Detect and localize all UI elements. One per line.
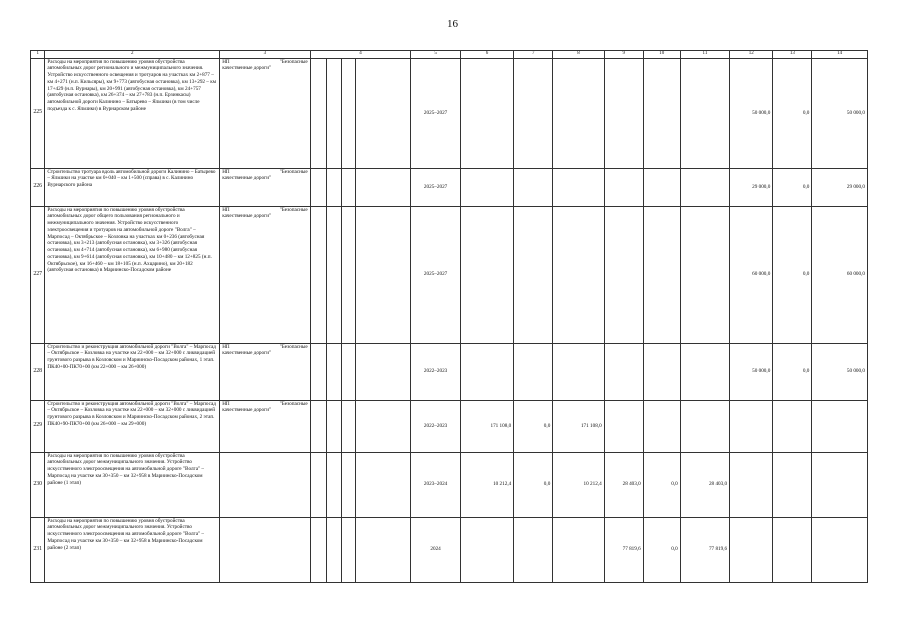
executor-cell xyxy=(220,343,310,400)
executor-project-start: "Безопасные xyxy=(279,206,308,213)
value-col-8: 171 108,0 xyxy=(553,400,604,452)
executor-cell xyxy=(220,58,310,168)
value-col-9 xyxy=(604,400,643,452)
value-col-13: 0,0 xyxy=(773,168,812,206)
executor-abbrev: НП xyxy=(222,168,230,175)
value-col-9 xyxy=(604,58,643,168)
value-col-14: 60 000,0 xyxy=(812,206,868,343)
value-col-6 xyxy=(460,168,513,206)
col-head-11: 11 xyxy=(680,51,729,59)
spacer-cell xyxy=(310,206,326,343)
executor-project-rest: качественные дороги" xyxy=(222,407,272,414)
executor-project-start: "Безопасные xyxy=(279,168,308,175)
executor-project-rest: качественные дороги" xyxy=(222,65,272,72)
value-col-7 xyxy=(514,517,553,582)
table-row xyxy=(31,400,868,452)
value-col-6 xyxy=(460,58,513,168)
measure-description: Строительство тротуара вдоль автомобильной дороги Калинино – Батырево – Яльчики на участке км 0+040 – км 1+500 (справа) в с. Калинино Вурнарского района xyxy=(45,168,220,206)
spacer-cell xyxy=(310,400,326,452)
spacer-cell xyxy=(341,206,355,343)
value-col-9 xyxy=(604,168,643,206)
implementation-period: 2025–2027 xyxy=(411,206,460,343)
row-number: 231 xyxy=(31,517,45,582)
spacer-cell xyxy=(355,58,411,168)
value-col-11 xyxy=(680,168,729,206)
value-col-6 xyxy=(460,517,513,582)
value-col-7 xyxy=(514,206,553,343)
value-col-8 xyxy=(553,343,604,400)
spacer-cell xyxy=(327,168,341,206)
value-col-10: 0,0 xyxy=(643,517,680,582)
value-col-9 xyxy=(604,206,643,343)
spacer-cell xyxy=(327,400,341,452)
spacer-cell xyxy=(355,168,411,206)
value-col-12 xyxy=(730,452,773,517)
value-col-14: 29 000,0 xyxy=(812,168,868,206)
col-head-7: 7 xyxy=(514,51,553,59)
executor-cell xyxy=(220,400,310,452)
value-col-13 xyxy=(773,400,812,452)
col-head-2: 2 xyxy=(45,51,220,59)
executor-project-rest: качественные дороги" xyxy=(222,213,272,220)
executor-cell xyxy=(220,452,310,517)
measure-description: Строительство и реконструкция автомобильной дороги "Волга" – Марпосад – Октябрьское – Козловка на участке км 22+000 – км 32+000 с ликвидацией грунтового разрыва в Козловском и Мариинско-Посадском районах, 2 этап. ПК40+90-ПК70+00 (км 26+000 – км 29+000) xyxy=(45,400,220,452)
value-col-10 xyxy=(643,168,680,206)
value-col-13 xyxy=(773,517,812,582)
executor-project-rest: качественные дороги" xyxy=(222,350,272,357)
spacer-cell xyxy=(327,206,341,343)
value-col-12: 60 000,0 xyxy=(730,206,773,343)
value-col-6 xyxy=(460,206,513,343)
col-head-12: 12 xyxy=(730,51,773,59)
value-col-12: 50 000,0 xyxy=(730,343,773,400)
spacer-cell xyxy=(310,517,326,582)
value-col-10 xyxy=(643,58,680,168)
value-col-11 xyxy=(680,400,729,452)
value-col-11: 77 819,6 xyxy=(680,517,729,582)
table-row xyxy=(31,206,868,343)
spacer-cell xyxy=(310,343,326,400)
value-col-10: 0,0 xyxy=(643,452,680,517)
spacer-cell xyxy=(355,517,411,582)
col-head-5: 5 xyxy=(411,51,460,59)
value-col-8: 10 212,4 xyxy=(553,452,604,517)
value-col-8 xyxy=(553,58,604,168)
executor-cell xyxy=(220,517,310,582)
value-col-6 xyxy=(460,343,513,400)
spacer-cell xyxy=(341,452,355,517)
executor-cell xyxy=(220,168,310,206)
value-col-12 xyxy=(730,400,773,452)
executor-project-start: "Безопасные xyxy=(279,400,308,407)
budget-table xyxy=(30,50,868,583)
value-col-9: 77 819,6 xyxy=(604,517,643,582)
value-col-14: 50 000,0 xyxy=(812,343,868,400)
row-number: 226 xyxy=(31,168,45,206)
table-row xyxy=(31,58,868,168)
value-col-11 xyxy=(680,58,729,168)
value-col-8 xyxy=(553,168,604,206)
table-row xyxy=(31,343,868,400)
col-head-6: 6 xyxy=(460,51,513,59)
executor-abbrev: НП xyxy=(222,343,230,350)
spacer-cell xyxy=(355,452,411,517)
value-col-9: 28 403,0 xyxy=(604,452,643,517)
value-col-11 xyxy=(680,343,729,400)
measure-description: Расходы на мероприятия по повышению уровня обустройства автомобильных дорог межмуниципального значения. Устройство искусственного электроосвещения на автомобильной дороге "Волга" – Марпосад на участке км 30+350 – км 32+958 в Мариинско-Посадском районе (2 этап) xyxy=(45,517,220,582)
spacer-cell xyxy=(355,400,411,452)
executor-project-rest: качественные дороги" xyxy=(222,175,272,182)
col-head-9: 9 xyxy=(604,51,643,59)
value-col-7 xyxy=(514,168,553,206)
value-col-13: 0,0 xyxy=(773,206,812,343)
value-col-9 xyxy=(604,343,643,400)
value-col-13: 0,0 xyxy=(773,343,812,400)
executor-abbrev: НП xyxy=(222,206,230,213)
page-number: 16 xyxy=(447,18,458,30)
measure-description: Расходы на мероприятия по повышению уровня обустройства автомобильных дорог общего пользования регионального и межмуниципального значения. Устройство искусственного электроосвещения и тротуаров на автомобильной дороге "Волга" – Марпосад – Октябрьское – Козловка на участках км 0+236 (автобусная остановка), км 3+213 (автобусная остановка), км 3+326 (автобусная остановка), км 4+714 (автобусная остановка), км 6+980 (автобусная остановка), км 9+614 (автобусная остановка), км 10+480 – км 12+825 (н.п. Октябрьское), км 16+460 – км 18+105 (н.п. Ахцарино), км 20+182 (автобусная остановка) в Мариинско-Посадском районе xyxy=(45,206,220,343)
value-col-14: 50 000,0 xyxy=(812,58,868,168)
spacer-cell xyxy=(327,58,341,168)
value-col-14 xyxy=(812,400,868,452)
col-head-4: 4 xyxy=(310,51,411,59)
implementation-period: 2023–2024 xyxy=(411,452,460,517)
implementation-period: 2022–2023 xyxy=(411,343,460,400)
value-col-7: 0,0 xyxy=(514,452,553,517)
value-col-8 xyxy=(553,206,604,343)
spacer-cell xyxy=(341,517,355,582)
table-row xyxy=(31,168,868,206)
row-number: 225 xyxy=(31,58,45,168)
row-number: 228 xyxy=(31,343,45,400)
implementation-period: 2022–2023 xyxy=(411,400,460,452)
spacer-cell xyxy=(355,206,411,343)
spacer-cell xyxy=(310,168,326,206)
column-number-row xyxy=(31,51,868,59)
spacer-cell xyxy=(341,400,355,452)
value-col-10 xyxy=(643,400,680,452)
col-head-13: 13 xyxy=(773,51,812,59)
value-col-7 xyxy=(514,343,553,400)
measure-description: Расходы на мероприятия по повышению уровня обустройства автомобильных дорог межмуниципального значения. Устройство искусственного электроосвещения на автомобильной дороге "Волга" – Марпосад на участке км 30+350 – км 32+958 в Мариинско-Посадском районе (1 этап) xyxy=(45,452,220,517)
executor-abbrev: НП xyxy=(222,400,230,407)
col-head-10: 10 xyxy=(643,51,680,59)
implementation-period: 2025–2027 xyxy=(411,168,460,206)
spacer-cell xyxy=(341,168,355,206)
row-number: 230 xyxy=(31,452,45,517)
value-col-8 xyxy=(553,517,604,582)
spacer-cell xyxy=(327,343,341,400)
value-col-11: 28 403,0 xyxy=(680,452,729,517)
col-head-8: 8 xyxy=(553,51,604,59)
row-number: 227 xyxy=(31,206,45,343)
executor-project-start: "Безопасные xyxy=(279,58,308,65)
measure-description: Строительство и реконструкция автомобильной дороги "Волга" – Марпосад – Октябрьское – Козловка на участке км 22+000 – км 32+000 с ликвидацией грунтового разрыва в Козловском и Мариинско-Посадском районах, 1 этап. ПК40+00-ПК70+00 (км 22+000 – км 26+000) xyxy=(45,343,220,400)
spacer-cell xyxy=(341,58,355,168)
value-col-7: 0,0 xyxy=(514,400,553,452)
spacer-cell xyxy=(310,452,326,517)
value-col-12: 50 000,0 xyxy=(730,58,773,168)
row-number: 229 xyxy=(31,400,45,452)
col-head-1: 1 xyxy=(31,51,45,59)
spacer-cell xyxy=(327,517,341,582)
value-col-10 xyxy=(643,206,680,343)
value-col-7 xyxy=(514,58,553,168)
implementation-period: 2025–2027 xyxy=(411,58,460,168)
implementation-period: 2024 xyxy=(411,517,460,582)
value-col-10 xyxy=(643,343,680,400)
value-col-12: 29 000,0 xyxy=(730,168,773,206)
value-col-14 xyxy=(812,517,868,582)
spacer-cell xyxy=(341,343,355,400)
spacer-cell xyxy=(310,58,326,168)
spacer-cell xyxy=(355,343,411,400)
col-head-14: 14 xyxy=(812,51,868,59)
value-col-13: 0,0 xyxy=(773,58,812,168)
value-col-12 xyxy=(730,517,773,582)
value-col-6: 171 108,0 xyxy=(460,400,513,452)
table-row xyxy=(31,517,868,582)
measure-description: Расходы на мероприятия по повышению уровня обустройства автомобильных дорог регионального и межмуниципального значения. Устройство искусственного освещения и тротуаров на участках км 2+877 – км 4+271 (н.п. Кильсяры), км 9+773 (автобусная остановка), км 13+292 – км 17+429 (н.п. Вурнары), км 20+991 (автобусная остановка), км 24+757 (автобусная остановка), км 26+374 – км 27+783 (н.п. Ерзинкасы) автомобильной дороги Калинино – Батырево – Яльчики (в том числе подъезда к с. Яльчики) в Вурнарском районе xyxy=(45,58,220,168)
value-col-11 xyxy=(680,206,729,343)
executor-project-start: "Безопасные xyxy=(279,343,308,350)
executor-abbrev: НП xyxy=(222,58,230,65)
value-col-6: 10 212,4 xyxy=(460,452,513,517)
col-head-3: 3 xyxy=(220,51,310,59)
executor-cell xyxy=(220,206,310,343)
spacer-cell xyxy=(327,452,341,517)
value-col-14 xyxy=(812,452,868,517)
table-row xyxy=(31,452,868,517)
value-col-13 xyxy=(773,452,812,517)
